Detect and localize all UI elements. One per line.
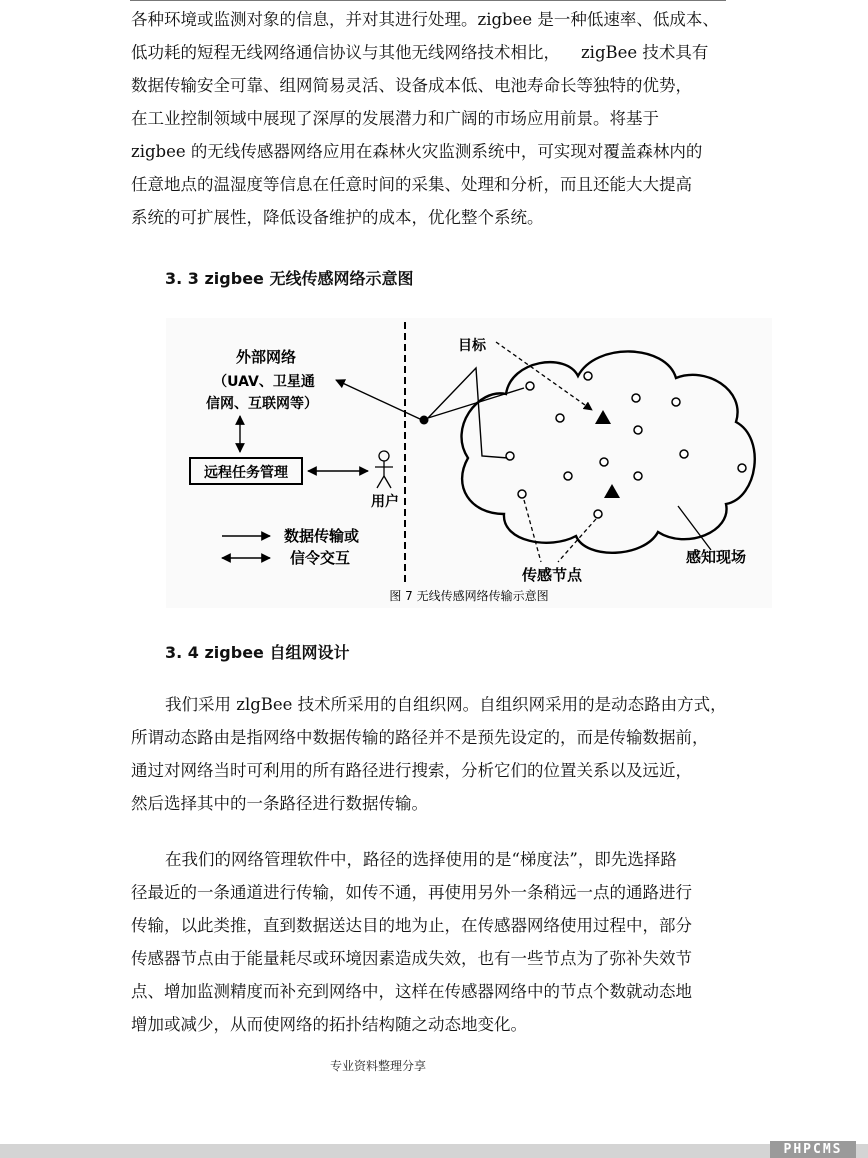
text-line: 低功耗的短程无线网络通信协议与其他无线网络技术相比， zigBee 技术具有 [131, 43, 709, 62]
sink-node [420, 416, 429, 425]
paragraph-3-4-a [131, 688, 771, 820]
watermark-logo: PHPCMS [770, 1141, 856, 1158]
text-line: zigbee 的无线传感器网络应用在森林火灾监测系统中，可实现对覆盖森林内的 [131, 142, 703, 161]
text-line: 增加或减少，从而使网络的拓扑结构随之动态地变化。 [131, 1015, 527, 1034]
text-line: 系统的可扩展性，降低设备维护的成本，优化整个系统。 [131, 208, 544, 227]
external-network-label-2: （UAV、卫星通 [213, 374, 315, 390]
text-line: 然后选择其中的一条路径进行数据传输。 [131, 794, 428, 813]
text-line: 通过对网络当时可利用的所有路径进行搜索，分析它们的位置关系以及远近， [131, 761, 692, 780]
text-line: 各种环境或监测对象的信息，并对其进行处理。zigbee 是一种低速率、低成本、 [131, 10, 719, 29]
intro-paragraph [131, 3, 771, 234]
sensor-node-label: 传感节点 [522, 566, 583, 584]
section-heading-3-3: 3. 3 zigbee 无线传感网络示意图 [165, 269, 414, 288]
external-network-label-3: 信网、互联网等） [206, 396, 318, 412]
section-heading-3-4: 3. 4 zigbee 自组网设计 [165, 643, 350, 662]
text-line: 在我们的网络管理软件中，路径的选择使用的是“梯度法”，即先选择路 [165, 850, 677, 869]
text-line: 在工业控制领域中展现了深厚的发展潜力和广阔的市场应用前景。将基于 [131, 109, 659, 128]
text-line: 数据传输安全可靠、组网简易灵活、设备成本低、电池寿命长等独特的优势， [131, 76, 692, 95]
wsn-diagram-figure [166, 318, 772, 608]
page-top-rule [130, 0, 726, 1]
text-line: 所谓动态路由是指网络中数据传输的路径并不是预先设定的，而是传输数据前， [131, 728, 709, 747]
target-label: 目标 [458, 338, 486, 354]
sensing-field-label: 感知现场 [686, 548, 747, 566]
text-line: 径最近的一条通道进行传输，如传不通，再使用另外一条稍远一点的通路进行 [131, 883, 692, 902]
text-line: 点、增加监测精度而补充到网络中，这样在传感器网络中的节点个数就动态地 [131, 982, 692, 1001]
text-line: 传输，以此类推，直到数据送达目的地为止，在传感器网络使用过程中，部分 [131, 916, 692, 935]
bottom-bar [0, 1144, 868, 1158]
footer-text: 专业资料整理分享 [330, 1059, 427, 1073]
external-network-label-1: 外部网络 [235, 348, 297, 366]
text-line: 传感器节点由于能量耗尽或环境因素造成失效，也有一些节点为了弥补失效节 [131, 949, 692, 968]
legend-label-2: 信令交互 [290, 549, 351, 567]
text-line: 任意地点的温湿度等信息在任意时间的采集、处理和分析，而且还能大大提高 [131, 175, 692, 194]
text-line: 我们采用 zlgBee 技术所采用的自组织网。自组织网采用的是动态路由方式， [165, 695, 727, 714]
wsn-diagram [166, 318, 772, 608]
user-label: 用户 [371, 494, 399, 510]
paragraph-3-4-b [131, 843, 771, 1041]
legend-label-1: 数据传输或 [284, 527, 360, 545]
remote-task-label: 远程任务管理 [204, 465, 288, 481]
figure-caption: 图 7 无线传感网络传输示意图 [389, 589, 549, 603]
